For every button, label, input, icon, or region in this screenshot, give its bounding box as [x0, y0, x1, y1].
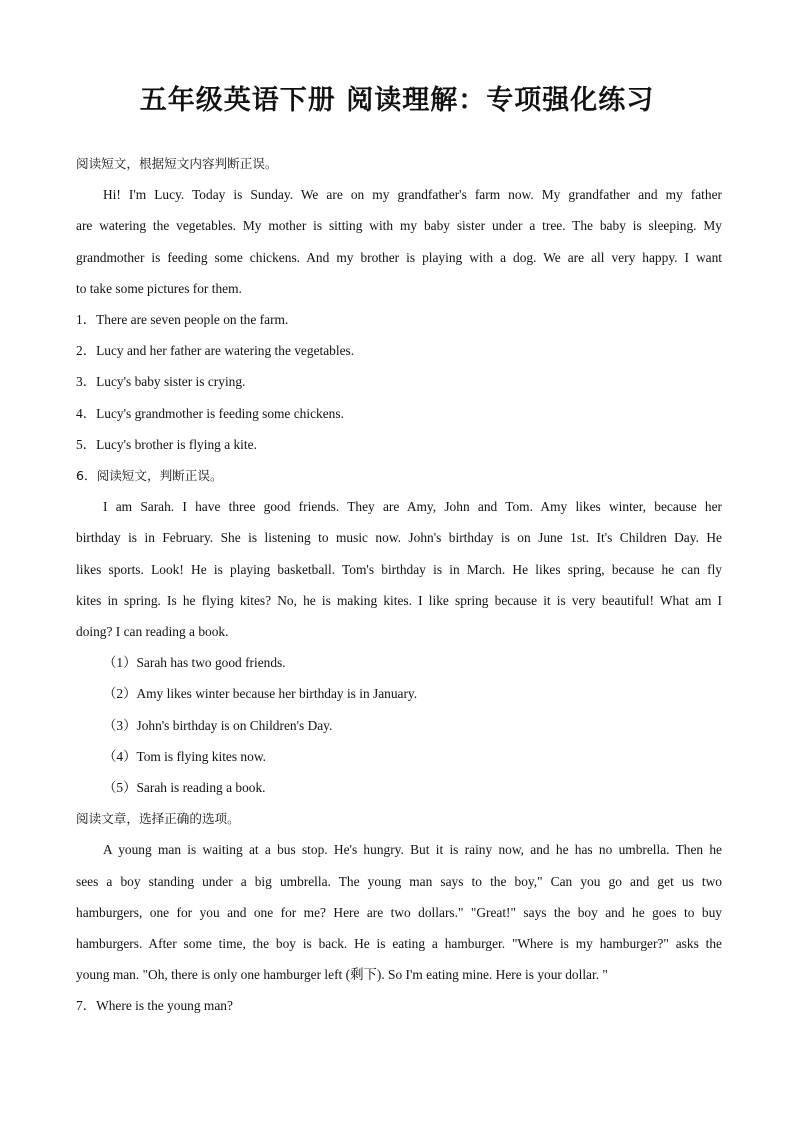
question-item: 1．There are seven people on the farm.	[76, 312, 289, 328]
question-item: 5．Lucy's brother is flying a kite.	[76, 436, 257, 452]
section2-instruction: 6．阅读短文，判断正误。	[76, 468, 223, 484]
passage-line: are watering the vegetables. My mother is sitting with my baby sister under a tree. The baby is sleeping. My	[76, 218, 722, 234]
passage-line: A young man is waiting at a bus stop. He's hungry. But it is rainy now, and he has no umbrella. Then he	[103, 842, 722, 858]
passage-line: young man. "Oh, there is only one hamburger left (剩下). So I'm eating mine. Here is your dollar. "	[76, 967, 608, 983]
page-title: 五年级英语下册 阅读理解：专项强化练习	[139, 85, 655, 116]
section1-instruction: 阅读短文，根据短文内容判断正误。	[76, 156, 278, 171]
passage-line: hamburgers, one for you and one for me? Here are two dollars." "Great!" says the boy and he goes to buy	[76, 904, 722, 920]
question-item: （5）Sarah is reading a book.	[103, 780, 266, 796]
passage-line: Hi! I'm Lucy. Today is Sunday. We are on my grandfather's farm now. My grandfather and my father	[103, 187, 722, 203]
question-item: 7．Where is the young man?	[76, 998, 233, 1014]
passage-line: birthday is in February. She is listening to music now. John's birthday is on June 1st. It's Children Day. He	[76, 530, 722, 546]
passage-line: kites in spring. Is he flying kites? No, he is making kites. I like spring because it is very beautiful! What am I	[76, 592, 722, 608]
section1-questions	[76, 304, 722, 460]
passage-line: hamburgers. After some time, the boy is back. He is eating a hamburger. "Where is my hamburger?" asks the	[76, 936, 722, 952]
passage-line: grandmother is feeding some chickens. And my brother is playing with a dog. We are all very happy. I want	[76, 249, 722, 265]
section3-instruction: 阅读文章，选择正确的选项。	[76, 811, 240, 827]
section3-passage	[76, 834, 722, 990]
question-item: 2．Lucy and her father are watering the vegetables.	[76, 343, 355, 359]
passage-line: sees a boy standing under a big umbrella. The young man says to the boy," Can you go and get us two	[76, 873, 722, 889]
section2-passage	[76, 491, 722, 647]
passage-line: to take some pictures for them.	[76, 280, 242, 296]
question-item: （2）Amy likes winter because her birthday is in January.	[103, 686, 418, 702]
question-item: 3．Lucy's baby sister is crying.	[76, 374, 246, 390]
passage-line: likes sports. Look! He is playing basketball. Tom's birthday is in March. He likes spring, because he can fly	[76, 561, 722, 577]
question-item: （3）John's birthday is on Children's Day.	[103, 717, 333, 733]
section2-questions	[76, 647, 722, 803]
passage-line: doing? I can reading a book.	[76, 624, 229, 640]
question-item: （1）Sarah has two good friends.	[103, 655, 286, 671]
section1-passage	[76, 179, 722, 304]
passage-line: I am Sarah. I have three good friends. They are Amy, John and Tom. Amy likes winter, because her	[103, 499, 722, 515]
document-body	[76, 148, 722, 1022]
question-item: （4）Tom is flying kites now.	[103, 748, 266, 764]
section3-questions	[76, 990, 722, 1021]
question-item: 4．Lucy's grandmother is feeding some chickens.	[76, 405, 344, 421]
